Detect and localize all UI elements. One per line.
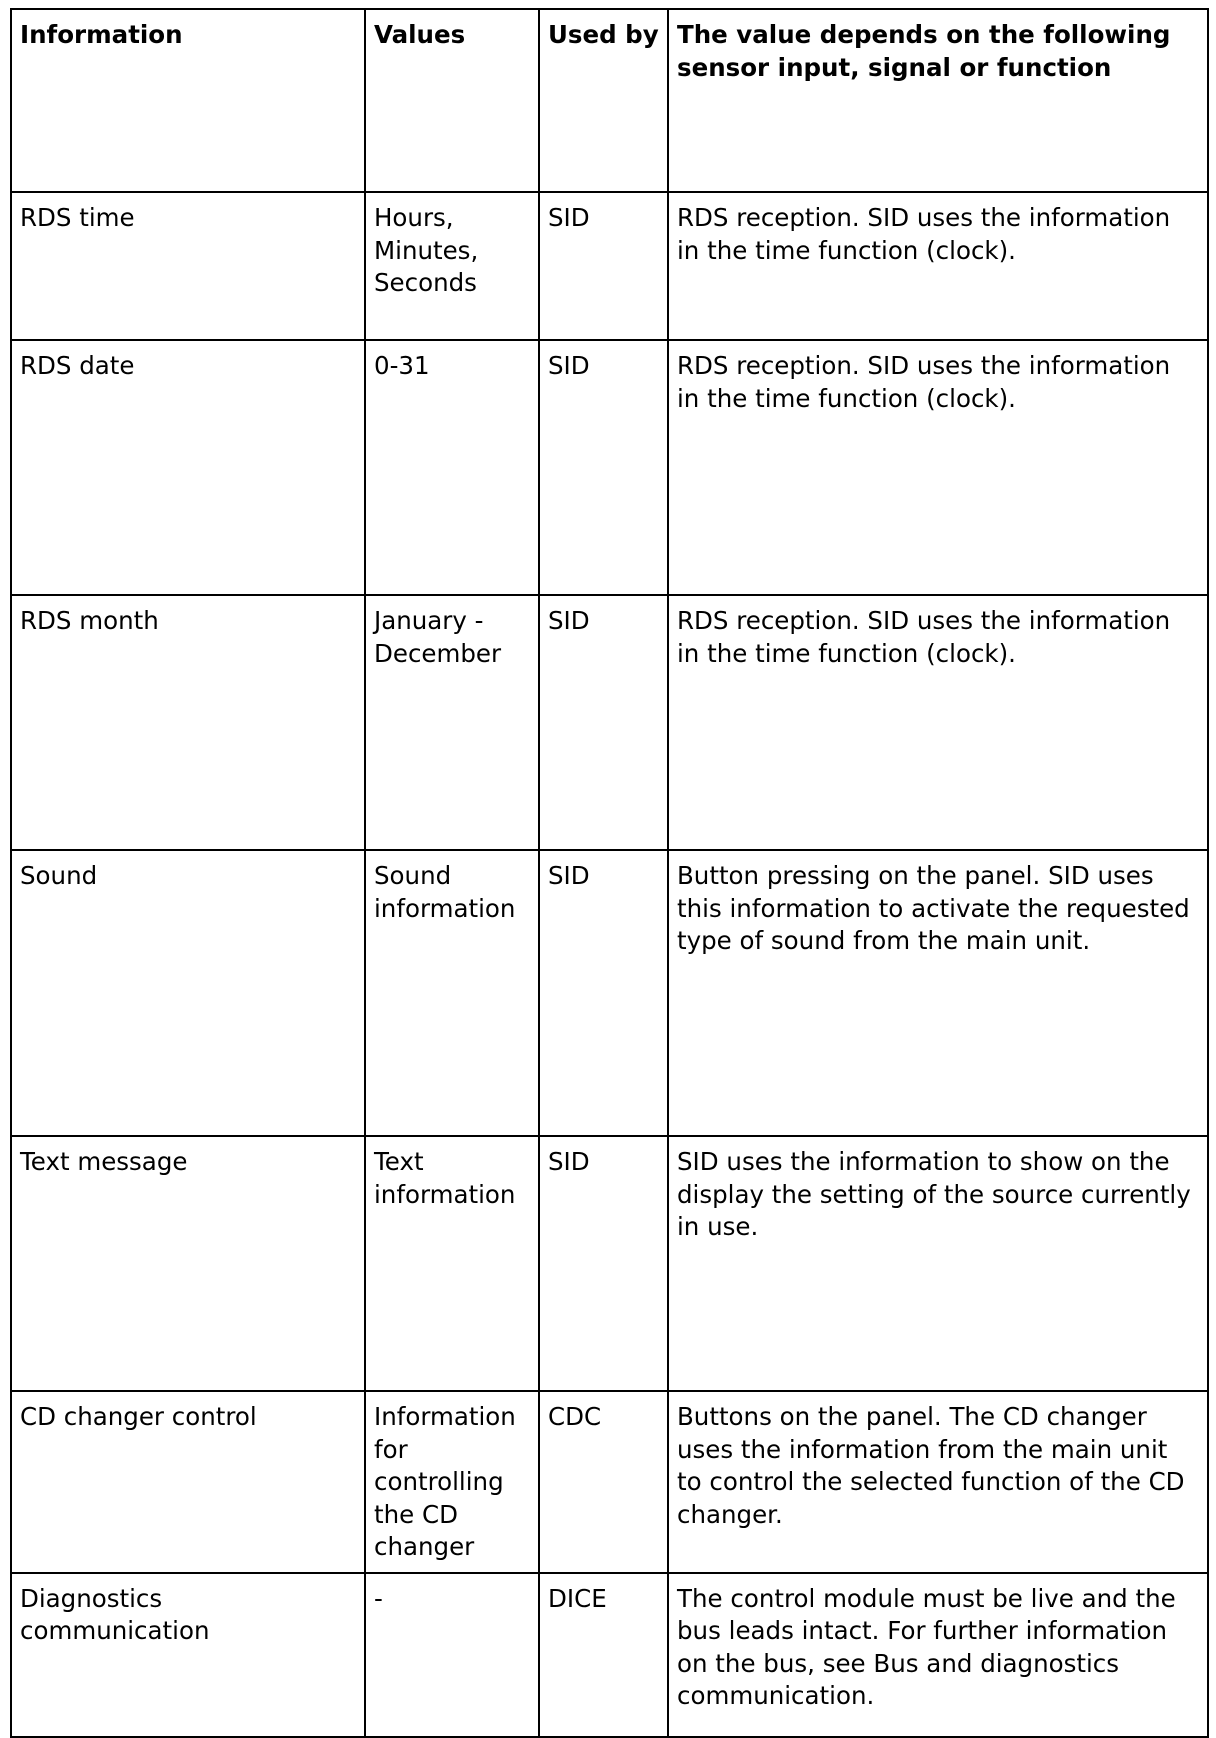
cell-values: Text information (365, 1136, 539, 1391)
table-row (11, 1136, 1208, 1391)
cell-information: RDS month (11, 595, 365, 850)
cell-values: - (365, 1573, 539, 1737)
cell-depends-on: Buttons on the panel. The CD changer uses the information from the main unit to control the selected function of the CD changer. (668, 1391, 1208, 1573)
cell-used-by: DICE (539, 1573, 668, 1737)
table-row (11, 850, 1208, 1136)
cell-values: January - December (365, 595, 539, 850)
cell-information: Sound (11, 850, 365, 1136)
cell-values: Hours, Minutes, Seconds (365, 192, 539, 340)
table-row (11, 192, 1208, 340)
cell-values: Sound information (365, 850, 539, 1136)
header-information: Information (11, 9, 365, 192)
information-table (10, 8, 1209, 1738)
cell-values: Information for controlling the CD changer (365, 1391, 539, 1573)
cell-used-by: SID (539, 1136, 668, 1391)
cell-depends-on: RDS reception. SID uses the information in the time function (clock). (668, 192, 1208, 340)
cell-information: Diagnostics communication (11, 1573, 365, 1737)
cell-depends-on: RDS reception. SID uses the information in the time function (clock). (668, 595, 1208, 850)
cell-used-by: SID (539, 595, 668, 850)
table-row (11, 1573, 1208, 1737)
cell-depends-on: The control module must be live and the bus leads intact. For further information on the bus, see Bus and diagnostics communication. (668, 1573, 1208, 1737)
cell-information: RDS time (11, 192, 365, 340)
cell-information: Text message (11, 1136, 365, 1391)
header-values: Values (365, 9, 539, 192)
cell-depends-on: SID uses the information to show on the display the setting of the source currently in use. (668, 1136, 1208, 1391)
header-depends-on: The value depends on the following sensor input, signal or function (668, 9, 1208, 192)
cell-information: CD changer control (11, 1391, 365, 1573)
cell-used-by: SID (539, 340, 668, 595)
cell-used-by: CDC (539, 1391, 668, 1573)
cell-values: 0-31 (365, 340, 539, 595)
header-row (11, 9, 1208, 192)
table-row (11, 340, 1208, 595)
table-row (11, 595, 1208, 850)
cell-information: RDS date (11, 340, 365, 595)
cell-used-by: SID (539, 850, 668, 1136)
header-used-by: Used by (539, 9, 668, 192)
cell-depends-on: Button pressing on the panel. SID uses this information to activate the requested type of sound from the main unit. (668, 850, 1208, 1136)
cell-depends-on: RDS reception. SID uses the information in the time function (clock). (668, 340, 1208, 595)
cell-used-by: SID (539, 192, 668, 340)
table-row (11, 1391, 1208, 1573)
